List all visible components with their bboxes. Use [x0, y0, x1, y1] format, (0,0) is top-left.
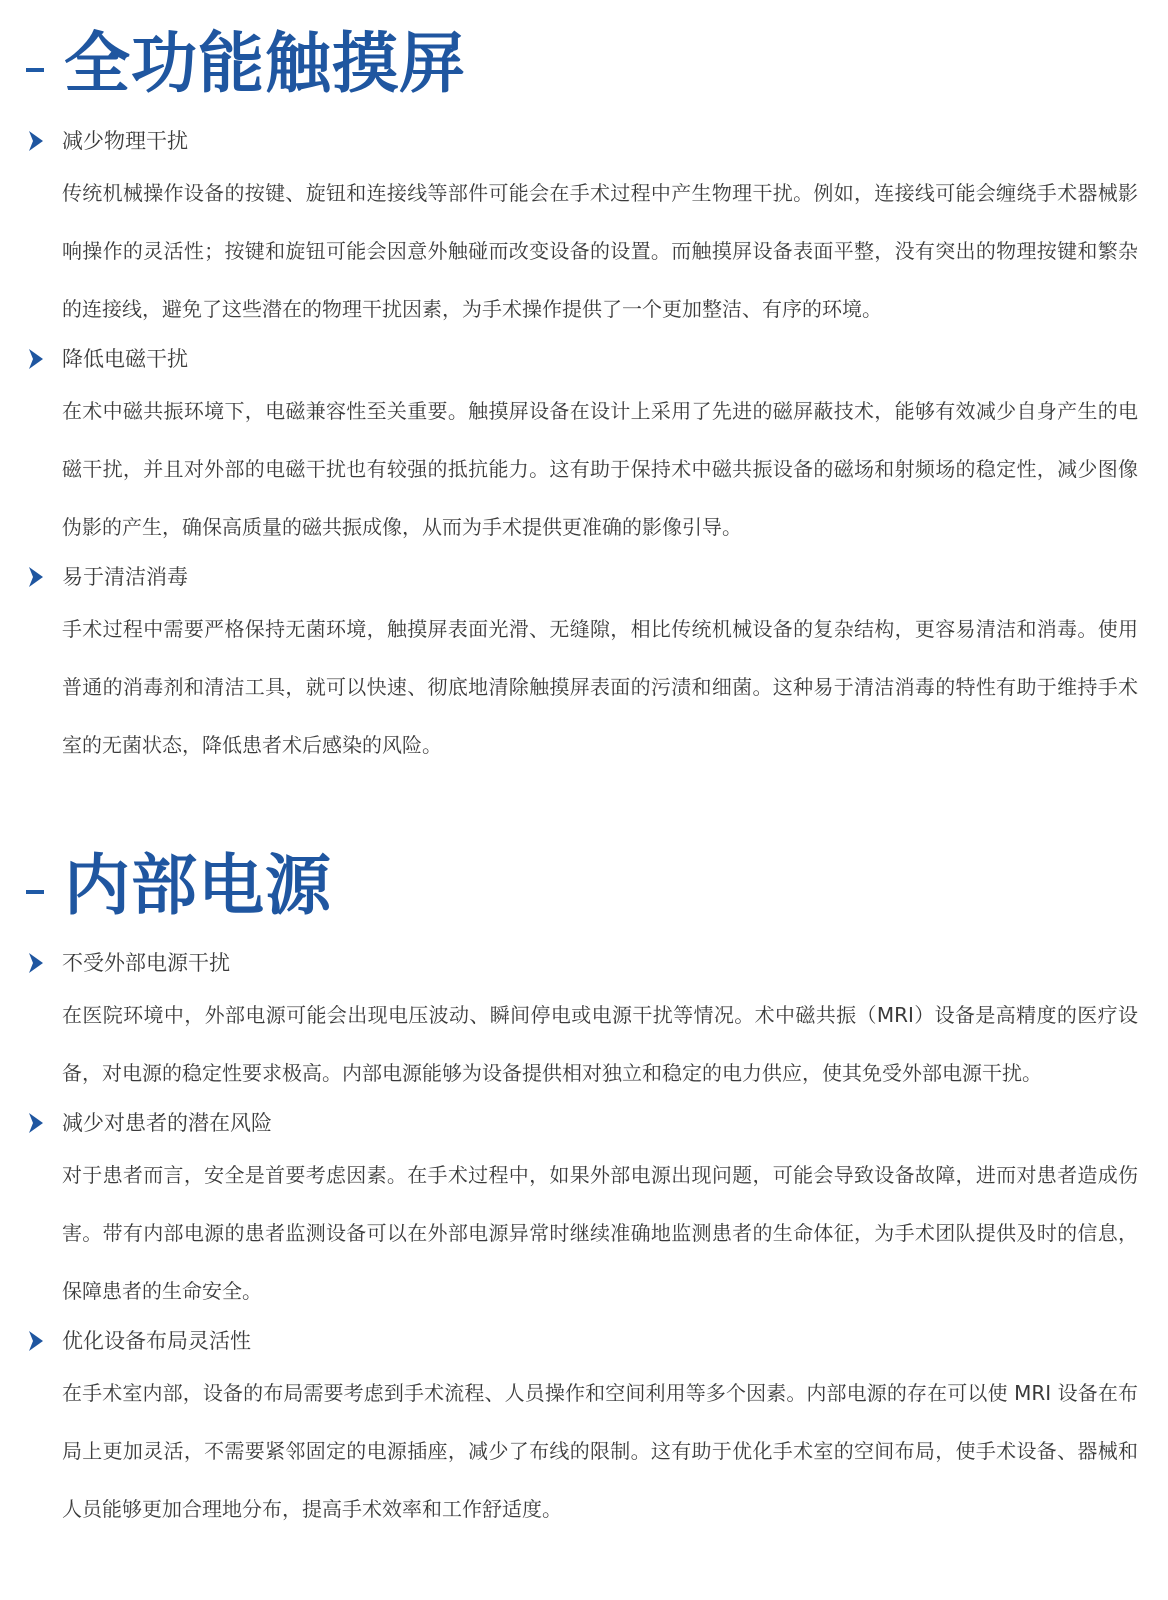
chevron-right-icon — [27, 349, 47, 369]
title-dash-icon — [26, 890, 44, 894]
section-title: 全功能触摸屏 — [64, 25, 466, 102]
section-title-row — [0, 24, 1168, 104]
section-internal-power — [0, 846, 1168, 1538]
feature-item-head — [0, 1108, 1168, 1146]
section-title: 内部电源 — [64, 847, 332, 924]
feature-item-head — [0, 562, 1168, 600]
section-touchscreen — [0, 24, 1168, 774]
feature-item-head — [0, 948, 1168, 986]
section-title-row — [0, 846, 1168, 926]
feature-item-head — [0, 344, 1168, 382]
feature-item — [0, 948, 1168, 1102]
feature-heading: 降低电磁干扰 — [62, 347, 188, 371]
feature-body: 传统机械操作设备的按键、旋钮和连接线等部件可能会在手术过程中产生物理干扰。例如，连接线可能会缠绕手术器械影响操作的灵活性；按键和旋钮可能会因意外触碰而改变设备的设置。而触摸屏设备表面平整，没有突出的物理按键和繁杂的连接线，避免了这些潜在的物理干扰因素，为手术操作提供了一个更加整洁、有序的环境。 — [62, 181, 1138, 321]
feature-item-head — [0, 126, 1168, 164]
chevron-right-icon — [27, 1331, 47, 1351]
feature-heading: 优化设备布局灵活性 — [62, 1329, 251, 1353]
feature-item — [0, 1108, 1168, 1320]
feature-heading: 易于清洁消毒 — [62, 565, 188, 589]
feature-body: 手术过程中需要严格保持无菌环境，触摸屏表面光滑、无缝隙，相比传统机械设备的复杂结构，更容易清洁和消毒。使用普通的消毒剂和清洁工具，就可以快速、彻底地清除触摸屏表面的污渍和细菌。这种易于清洁消毒的特性有助于维持手术室的无菌状态，降低患者术后感染的风险。 — [62, 617, 1138, 757]
title-dash-icon — [26, 68, 44, 72]
feature-heading: 减少物理干扰 — [62, 129, 188, 153]
feature-heading: 减少对患者的潜在风险 — [62, 1111, 272, 1135]
chevron-right-icon — [27, 1113, 47, 1133]
chevron-right-icon — [27, 567, 47, 587]
feature-body: 对于患者而言，安全是首要考虑因素。在手术过程中，如果外部电源出现问题，可能会导致设备故障，进而对患者造成伤害。带有内部电源的患者监测设备可以在外部电源异常时继续准确地监测患者的生命体征，为手术团队提供及时的信息，保障患者的生命安全。 — [62, 1163, 1138, 1303]
feature-body: 在医院环境中，外部电源可能会出现电压波动、瞬间停电或电源干扰等情况。术中磁共振（MRI）设备是高精度的医疗设备，对电源的稳定性要求极高。内部电源能够为设备提供相对独立和稳定的电力供应，使其免受外部电源干扰。 — [62, 1003, 1138, 1085]
feature-item — [0, 562, 1168, 774]
feature-item — [0, 1326, 1168, 1538]
feature-heading: 不受外部电源干扰 — [62, 951, 230, 975]
chevron-right-icon — [27, 131, 47, 151]
feature-body: 在手术室内部，设备的布局需要考虑到手术流程、人员操作和空间利用等多个因素。内部电源的存在可以使 MRI 设备在布局上更加灵活，不需要紧邻固定的电源插座，减少了布线的限制。这有助于优化手术室的空间布局，使手术设备、器械和人员能够更加合理地分布，提高手术效率和工作舒适度。 — [62, 1381, 1138, 1521]
feature-item — [0, 126, 1168, 338]
feature-item — [0, 344, 1168, 556]
feature-item-head — [0, 1326, 1168, 1364]
chevron-right-icon — [27, 953, 47, 973]
feature-body: 在术中磁共振环境下，电磁兼容性至关重要。触摸屏设备在设计上采用了先进的磁屏蔽技术，能够有效减少自身产生的电磁干扰，并且对外部的电磁干扰也有较强的抵抗能力。这有助于保持术中磁共振设备的磁场和射频场的稳定性，减少图像伪影的产生，确保高质量的磁共振成像，从而为手术提供更准确的影像引导。 — [62, 399, 1138, 539]
